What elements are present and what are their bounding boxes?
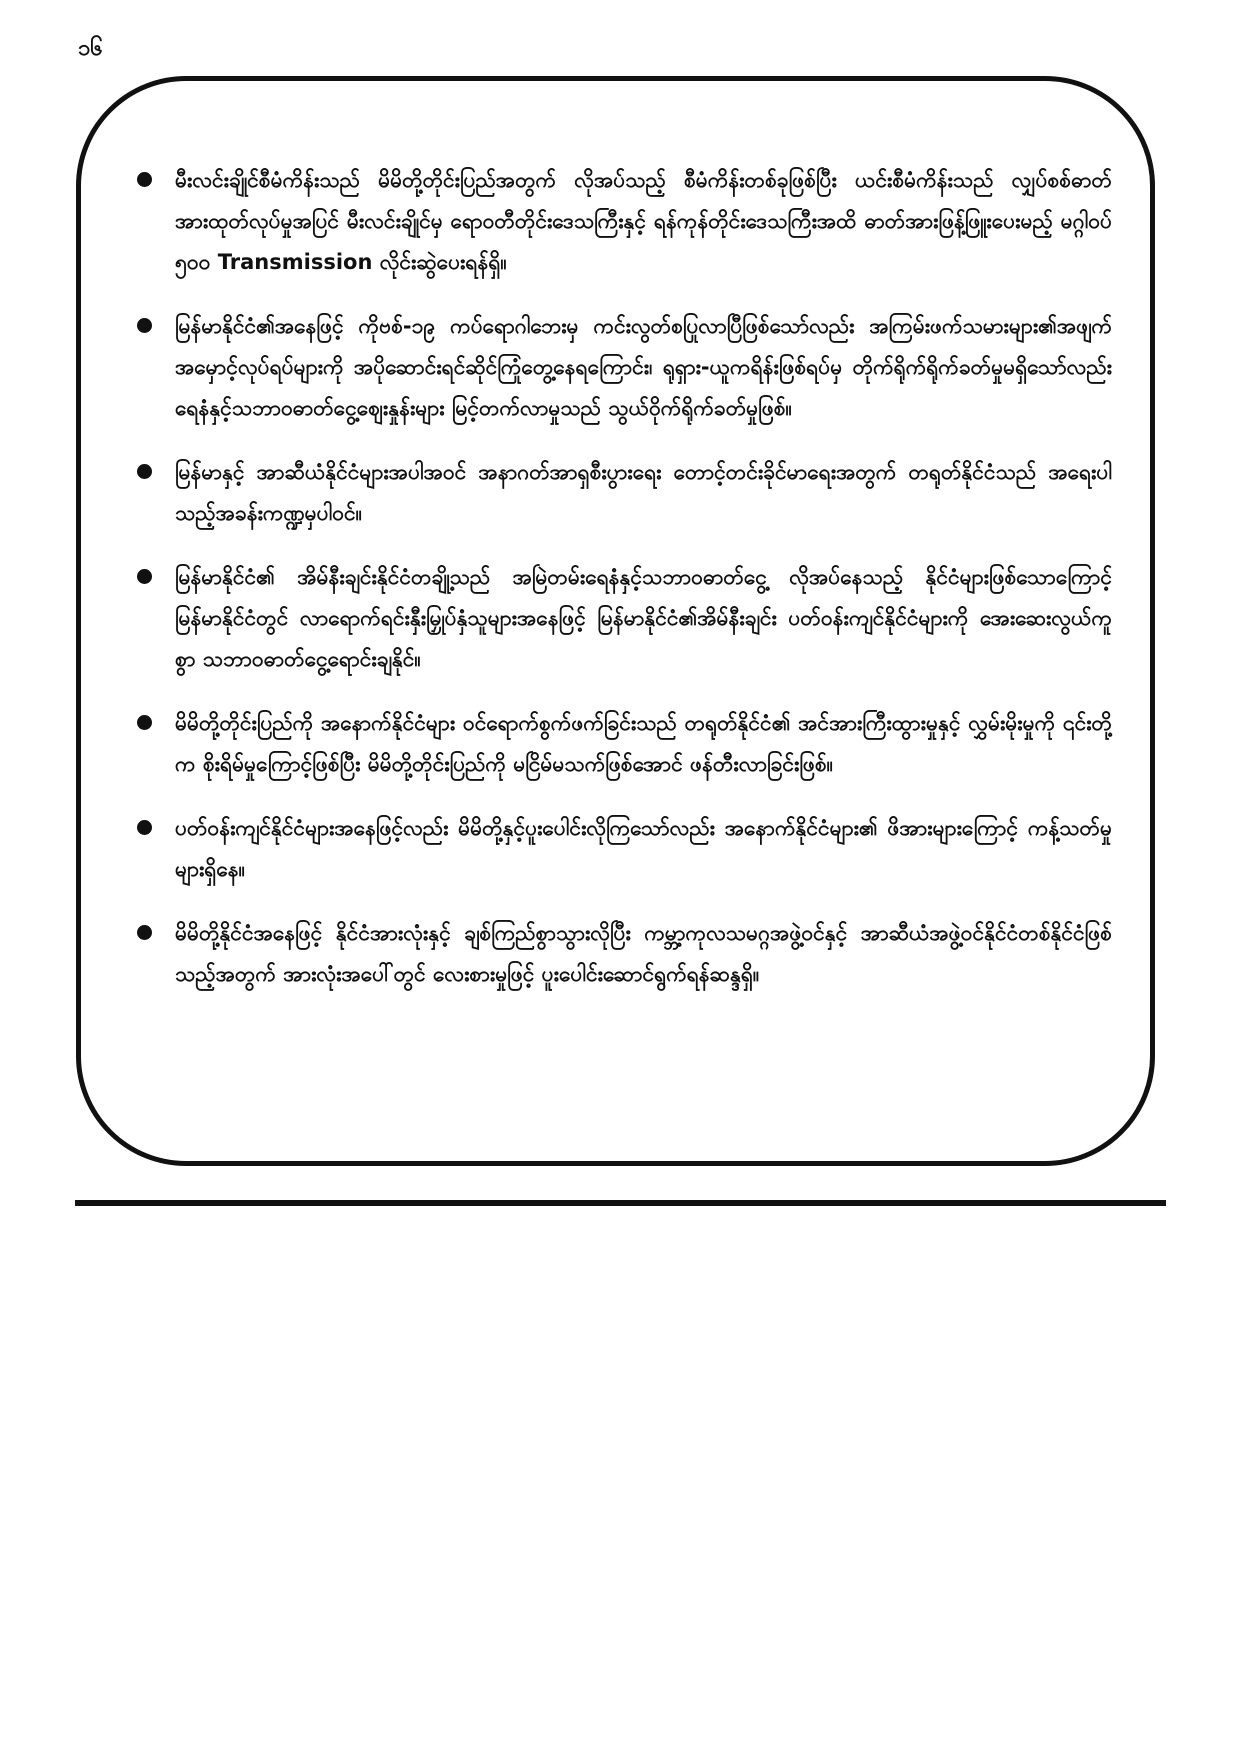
list-item	[127, 808, 1112, 890]
bullet-text: မြန်မာနှင့် အာဆီယံနိုင်ငံများအပါအဝင် အနာဂတ်အာရှစီးပွားရေး တောင့်တင်းခိုင်မာရေးအတွက် တရုတ်နိုင်ငံသည် အရေးပါသည့်အခန်းကဏ္ဍမှပါဝင်။	[175, 460, 1112, 525]
bullet-icon	[137, 820, 152, 835]
bullet-text: မိမိတို့တိုင်းပြည်ကို အနောက်နိုင်ငံများ ဝင်ရောက်စွက်ဖက်ခြင်းသည် တရုတ်နိုင်ငံ၏ အင်အားကြီးထွားမှုနှင့် လွှမ်းမိုးမှုကို ၎င်းတို့က စိုးရိမ်မှုကြောင့်ဖြစ်ပြီး မိမိတို့တိုင်းပြည်ကို မငြိမ်မသက်ဖြစ်အောင် ဖန်တီးလာခြင်းဖြစ်။	[175, 711, 1112, 776]
bullet-text: မီးလင်းချိုင်စီမံကိန်းသည် မိမိတို့တိုင်းပြည်အတွက် လိုအပ်သည့် စီမံကိန်းတစ်ခုဖြစ်ပြီး ယင်းစီမံကိန်းသည် လျှပ်စစ်ဓာတ်အားထုတ်လုပ်မှုအပြင် မီးလင်းချိုင်မှ ရောဝတီတိုင်းဒေသကြီးနှင့် ရန်ကုန်တိုင်းဒေသကြီးအထိ ဓာတ်အားဖြန့်ဖြူးပေးမည့် မဂ္ဂါဝပ် ၅၀၀ Transmission လိုင်းဆွဲပေးရန်ရှိ။	[175, 168, 1112, 274]
bullet-icon	[137, 569, 152, 584]
bullet-icon	[137, 172, 152, 187]
list-item	[127, 306, 1112, 429]
list-item	[127, 452, 1112, 534]
list-item	[127, 160, 1112, 283]
bullet-text: ပတ်ဝန်းကျင်နိုင်ငံများအနေဖြင့်လည်း မိမိတို့နှင့်ပူးပေါင်းလိုကြသော်လည်း အနောက်နိုင်ငံများ၏ ဖိအားများကြောင့် ကန့်သတ်မှုများရှိနေ။	[175, 816, 1112, 881]
bullet-text: မိမိတို့နိုင်ငံအနေဖြင့် နိုင်ငံအားလုံးနှင့် ချစ်ကြည်စွာသွားလိုပြီး ကမ္ဘာ့ကုလသမဂ္ဂအဖွဲ့ဝင်နှင့် အာဆီယံအဖွဲ့ဝင်နိုင်ငံတစ်နိုင်ငံဖြစ်သည့်အတွက် အားလုံးအပေါ်တွင် လေးစားမှုဖြင့် ပူးပေါင်းဆောင်ရွက်ရန်ဆန္ဒရှိ။	[175, 921, 1112, 986]
list-item	[127, 703, 1112, 785]
bullet-icon	[137, 925, 152, 940]
bullet-text: မြန်မာနိုင်ငံ၏အနေဖြင့် ကိုဗစ်-၁၉ ကပ်ရောဂါဘေးမှ ကင်းလွတ်စပြုလာပြီဖြစ်သော်လည်း အကြမ်းဖက်သမားများ၏အဖျက်အမှောင့်လုပ်ရပ်များကို အပိုဆောင်းရင်ဆိုင်ကြုံတွေ့နေရကြောင်း၊ ရုရှား-ယူကရိန်းဖြစ်ရပ်မှ တိုက်ရိုက်ရိုက်ခတ်မှုမရှိသော်လည်း ရေနံနှင့်သဘာဝဓာတ်ငွေ့ဈေးနှုန်းများ မြင့်တက်လာမှုသည် သွယ်ဝိုက်ရိုက်ခတ်မှုဖြစ်။	[175, 314, 1112, 420]
horizontal-divider	[75, 1200, 1166, 1206]
bullet-list	[127, 160, 1112, 1018]
bullet-icon	[137, 318, 152, 333]
bullet-text: မြန်မာနိုင်ငံ၏ အိမ်နီးချင်းနိုင်ငံတချို့သည် အမြဲတမ်းရေနံနှင့်သဘာဝဓာတ်ငွေ့ လိုအပ်နေသည့် နိုင်ငံများဖြစ်သောကြောင့် မြန်မာနိုင်ငံတွင် လာရောက်ရင်းနှီးမြှုပ်နှံသူများအနေဖြင့် မြန်မာနိုင်ငံ၏အိမ်နီးချင်း ပတ်ဝန်းကျင်နိုင်ငံများကို အေးဆေးလွယ်ကူစွာ သဘာဝဓာတ်ငွေ့ရောင်းချနိုင်။	[175, 565, 1112, 671]
bullet-icon	[137, 464, 152, 479]
bullet-icon	[137, 715, 152, 730]
list-item	[127, 913, 1112, 995]
page-number: ၁၆	[78, 36, 103, 61]
list-item	[127, 557, 1112, 680]
